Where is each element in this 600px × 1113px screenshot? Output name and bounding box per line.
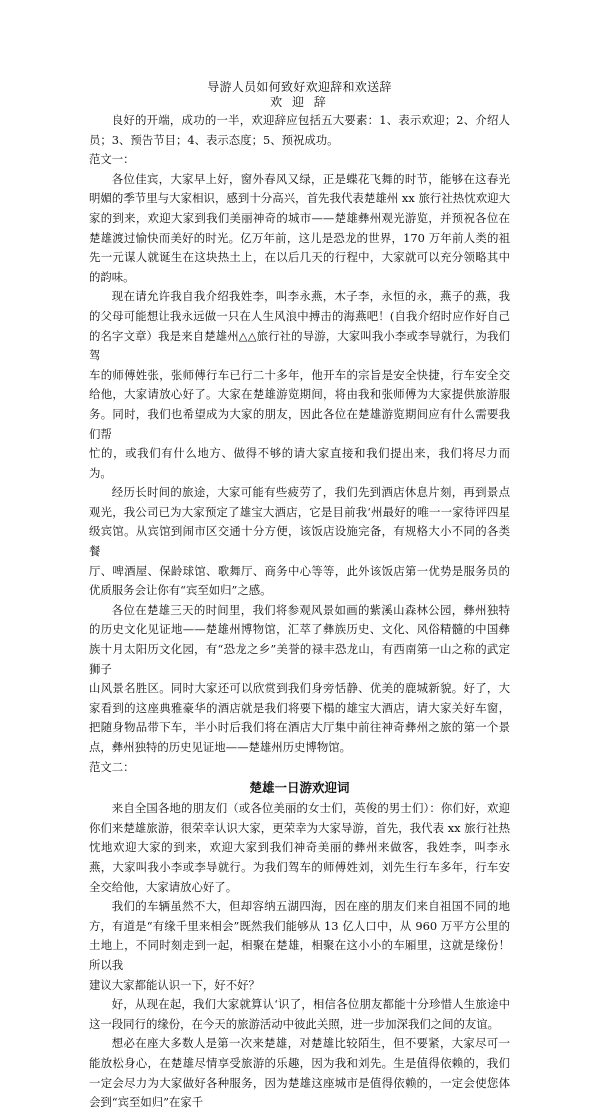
example-one-label: 范文一： — [89, 152, 135, 167]
document-subtitle: 欢 迎 辞 — [270, 95, 329, 109]
paragraph: 现在请允许我自我介绍我姓李，叫李永燕，木子李，永恒的永，燕子的燕，我的父母可能想让我永远做一只在人生风浪中搏击的海燕吧！(自我介绍时应作好自己的名字文章）我是来自楚雄州△△旅行社的导游，大家叫我小李或李导就行，为我们驾 — [89, 289, 510, 363]
paragraph: 来自全国各地的朋友们（或各位美丽的女士们，英俊的男士们）：你们好，欢迎你们来楚雄旅游，很荣幸认识大家，更荣幸为大家导游，首先，我代表 xx 旅行社热忱地欢迎大家的到来，欢迎大家到我们神奇美丽的彝州来做客，我姓李，叫李永燕，大家叫我小李或李导就行。为我们驾车的师傅姓刘，刘先生行车多年，行车安全交给他，大家请放心好了。 — [89, 801, 510, 894]
paragraph: 山风景名胜区。同时大家还可以欣赏到我们身旁恬静、优美的鹿城新貌。好了，大家看到的这座典雅豪华的酒店就是我们将要下榻的雄宝大酒店，请大家关好车窗，把随身物品带下车，半小时后我们将在酒店大厅集中前往神奇彝州之旅的第一个景点，彝州独特的历史见证地——楚雄州历史博物馆。 — [89, 681, 510, 754]
paragraph: 各位佳宾，大家早上好，窗外春风又绿，正是蝶花飞舞的时节，能够在这春光明媚的季节里与大家相识，感到十分高兴，首先我代表楚雄州 xx 旅行社热忱欢迎大家的到来，欢迎大家到我们美丽神奇的城市——楚雄彝州观光游览，并预祝各位在楚雄渡过愉快而美好的时光。亿万年前，这儿是恐龙的世界，170 万年前人类的祖先一元谋人就诞生在这块热土上，在以后几天的行程中，大家就可以充分领略其中的韵味。 — [89, 171, 510, 284]
example-two-label: 范文二： — [89, 759, 135, 774]
document-title: 导游人员如何致好欢迎辞和欢送辞 — [207, 80, 392, 94]
intro-paragraph: 良好的开端，成功的一半，欢迎辞应包括五大要素：1、表示欢迎；2、介绍人员；3、预告节目；4、表示态度；5、预祝成功。 — [89, 113, 510, 147]
paragraph: 忙的，或我们有什么地方、做得不够的请大家直接和我们提出来，我们将尽力而为。 — [89, 446, 510, 480]
paragraph: 各位在楚雄三天的时间里，我们将参观风景如画的紫溪山森林公园，彝州独特的历史文化见证地——楚雄州博物馆，汇萃了彝族历史、文化、风俗精髓的中国彝族十月太阳历文化园，有“恐龙之乡”美誉的禄丰恐龙山，有西南第一山之称的武定狮子 — [89, 602, 510, 676]
paragraph: 好，从现在起，我们大家就算认‘识了，相信各位朋友都能十分珍惜人生旅途中这一段同行的缘份，在今天的旅游活动中彼此关照，进一步加深我们之间的友谊。 — [89, 997, 510, 1031]
paragraph: 我们的车辆虽然不大，但却容纳五湖四海，因在座的朋友们来自祖国不同的地方，有道是“有缘千里来相会”既然我们能够从 13 亿人口中，从 960 万平方公里的土地上，不同时刻走到一起，相聚在楚雄，相聚在这小小的车厢里，这就是缘份！所以我 — [89, 899, 510, 972]
paragraph: 经历长时间的旅途，大家可能有些疲劳了，我们先到酒店休息片刻，再到景点观光，我公司已为大家预定了雄宝大酒店，它是目前我‘州最好的唯一一家待评四星级宾馆。从宾馆到闹市区交通十分方便，该饭店设施完备，有规格大小不同的各类餐 — [89, 485, 510, 559]
paragraph: 厅、啤酒屋、保龄球馆、歌舞厅、商务中心等等，此外该饭店第一优势是服务员的优质服务会让你有“宾至如归”之感。 — [89, 563, 510, 598]
paragraph: 车的师傅姓张，张师傅行车已行二十多年，他开车的宗旨是安全快捷，行车安全交给他，大家请放心好了。大家在楚雄游览期间，将由我和张师傅为大家提供旅游服务。同时，我们也希望成为大家的朋友，因此各位在楚雄游览期间应有什么需要我们帮 — [89, 367, 510, 441]
paragraph: 想必在座大多数人是第一次来楚雄，对楚雄比较陌生，但不要紧，大家尽可一能放松身心，在楚雄尽情享受旅游的乐趣，因为我和刘先。生是值得依赖的，我们一定会尽力为大家做好各种服务，因为楚雄这座城市是值得依赖的，一定会使您体会到“宾至如归”在家千 — [89, 1036, 510, 1110]
paragraph: 建议大家都能认识一下，好不好？ — [89, 977, 260, 992]
section-heading: 楚雄一日游欢迎词 — [249, 780, 350, 796]
